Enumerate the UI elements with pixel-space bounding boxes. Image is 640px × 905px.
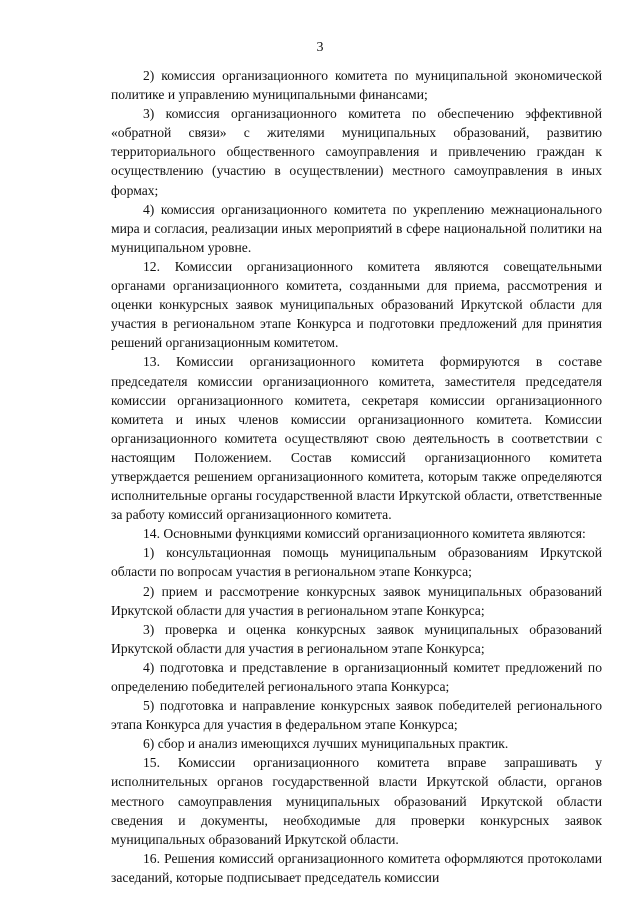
paragraph-function-2: 2) прием и рассмотрение конкурсных заявок муниципальных образований Иркутской области для участия в региональном этапе Конкурса; [111,583,602,618]
paragraph-commission-2: 2) комиссия организационного комитета по муниципальной экономической политике и управлению муниципальными финансами; [111,68,602,103]
paragraph-function-3: 3) проверка и оценка конкурсных заявок муниципальных образований Иркутской области для участия в региональном этапе Конкурса; [111,621,602,656]
paragraph-commission-3: 3) комиссия организационного комитета по обеспечению эффективной «обратной связи» с жителями муниципальных образований, развитию территориального общественного самоуправления и привлечению граждан к осуществлению (участию в осуществлении) местного самоуправления в иных формах; [111,106,602,198]
document-body [111,66,602,887]
paragraph-function-6: 6) сбор и анализ имеющихся лучших муниципальных практик. [143,736,509,752]
paragraph-section-12: 12. Комиссии организационного комитета являются совещательными органами организационного комитета, созданными для приема, рассмотрения и оценки конкурсных заявок муниципальных образований Иркутской области для участия в региональном этапе Конкурса и подготовки предложений для принятия решений организационным комитетом. [111,258,602,351]
paragraph-function-4: 4) подготовка и представление в организационный комитет предложений по определению победителей регионального этапа Конкурса; [111,659,602,694]
paragraph-section-16: 16. Решения комиссий организационного комитета оформляются протоколами заседаний, которые подписывает председатель комиссии [111,850,602,885]
page-number: 3 [316,40,324,55]
paragraph-section-15: 15. Комиссии организационного комитета вправе запрашивать у исполнительных органов государственной власти Иркутской области, органов местного самоуправления муниципальных образований Иркутской области сведения и документы, необходимые для проверки конкурсных заявок муниципальных образований Иркутской области. [111,755,602,847]
paragraph-function-5: 5) подготовка и направление конкурсных заявок победителей регионального этапа Конкурса для участия в федеральном этапе Конкурса; [111,698,602,733]
paragraph-section-14: 14. Основными функциями комиссий организационного комитета являются: [143,526,586,542]
paragraph-section-13: 13. Комиссии организационного комитета формируются в составе председателя комиссии организационного комитета, заместителя председателя комиссии организационного комитета, секретаря комиссии организационного комитета и иных членов комиссии организационного комитета. Комиссии организационного комитета осуществляют свою деятельность в соответствии с настоящим Положением. Состав комиссий организационного комитета утверждается решением организационного комитета, которым также определяются исполнительные органы государственной власти Иркутской области, ответственные за работу комиссий организационного комитета. [111,354,602,523]
paragraph-commission-4: 4) комиссия организационного комитета по укреплению межнационального мира и согласия, реализации иных мероприятий в сфере национальной политики на муниципальном уровне. [111,201,602,255]
paragraph-function-1: 1) консультационная помощь муниципальным образованиям Иркутской области по вопросам участия в региональном этапе Конкурса; [111,545,602,580]
